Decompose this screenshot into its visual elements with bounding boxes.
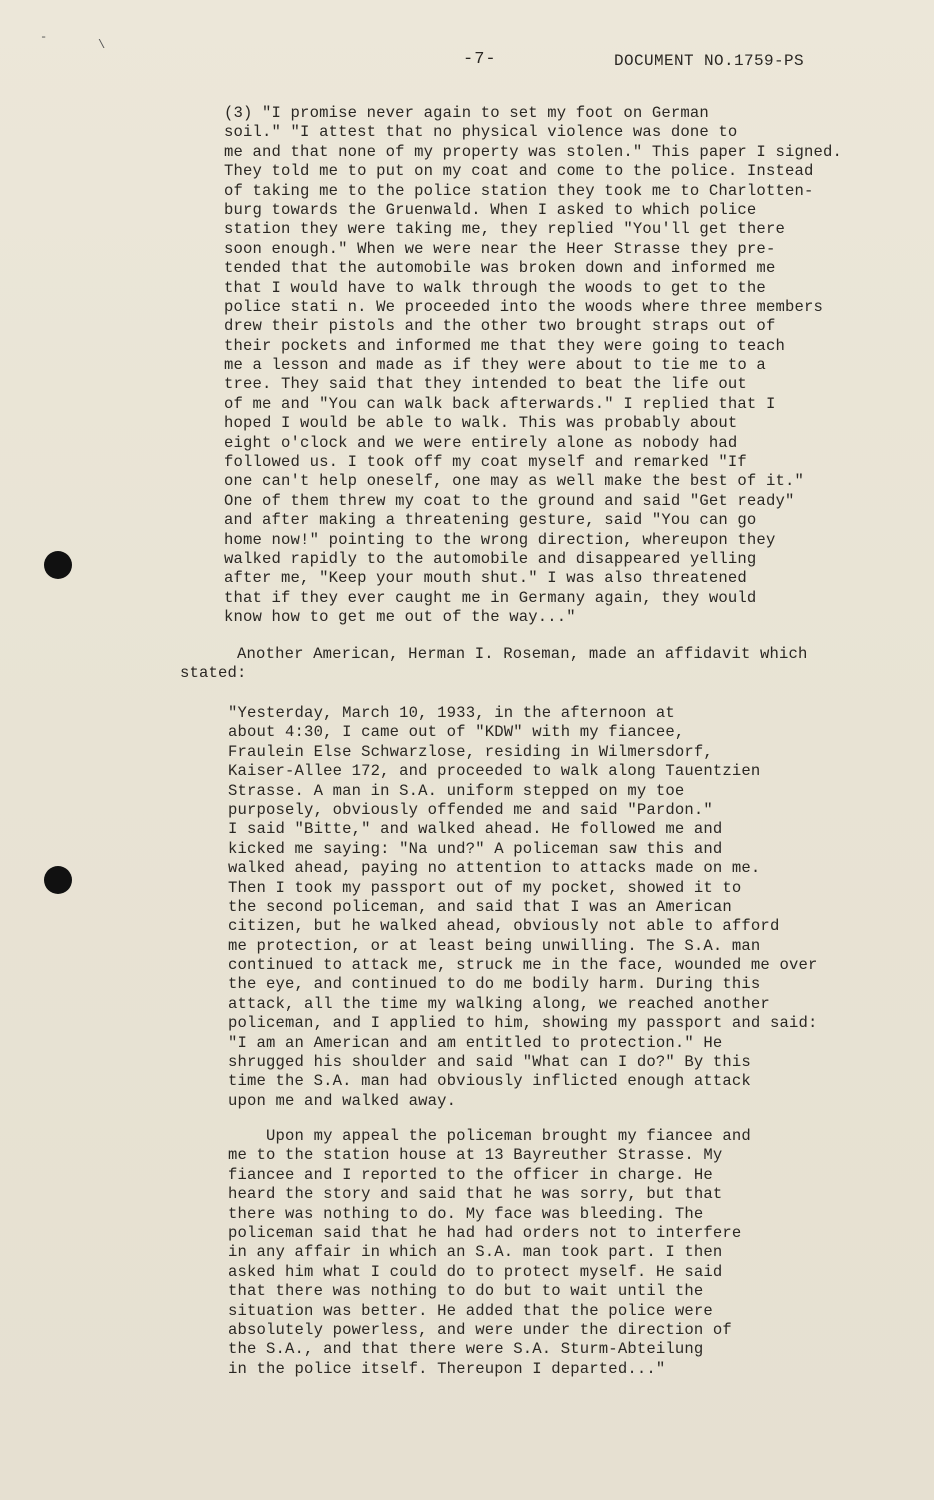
text-line: Fraulein Else Schwarzlose, residing in Wilmersdorf,: [228, 742, 713, 761]
text-line: situation was better. He added that the police were: [228, 1301, 713, 1320]
text-line: Strasse. A man in S.A. uniform stepped on my toe: [228, 781, 685, 800]
text-line: shrugged his shoulder and said "What can I do?" By this: [228, 1053, 751, 1072]
text-line: in the police itself. Thereupon I departed...": [228, 1359, 666, 1378]
text-line: Kaiser-Allee 172, and proceeded to walk along Tauentzien: [228, 762, 761, 781]
text-line: station they were taking me, they replied "You'll get there: [224, 220, 785, 239]
text-line: me to the station house at 13 Bayreuther Strasse. My: [228, 1146, 723, 1165]
text-line: citizen, but he walked ahead, obviously not able to afford: [228, 917, 780, 936]
text-line: followed us. I took off my coat myself and remarked "If: [224, 453, 747, 472]
text-line: that there was nothing to do but to wait until the: [228, 1282, 704, 1301]
text-line: of taking me to the police station they took me to Charlotten-: [224, 181, 814, 200]
document-number: DOCUMENT NO.1759-PS: [614, 52, 805, 70]
text-line: after me, "Keep your mouth shut." I was also threatened: [224, 569, 747, 588]
text-line: Upon my appeal the policeman brought my fiancee and: [228, 1127, 751, 1145]
text-line: policeman, and I applied to him, showing my passport and said:: [228, 1014, 818, 1033]
text-line: upon me and walked away.: [228, 1091, 457, 1110]
text-line: stated:: [180, 664, 247, 683]
text-line: police stati n. We proceeded into the woods where three members: [224, 297, 823, 316]
text-line: the S.A., and that there were S.A. Sturm-Abteilung: [228, 1340, 704, 1359]
text-line: their pockets and informed me that they were going to teach: [224, 336, 785, 355]
page-number: -7-: [463, 50, 497, 69]
text-line: fiancee and I reported to the officer in charge. He: [228, 1165, 713, 1184]
text-line: the second policeman, and said that I was an American: [228, 897, 732, 916]
text-line: tended that the automobile was broken down and informed me: [224, 259, 776, 278]
text-line: in any affair in which an S.A. man took part. I then: [228, 1243, 723, 1262]
text-line: walked rapidly to the automobile and disappeared yelling: [224, 549, 757, 568]
text-line: Then I took my passport out of my pocket, showed it to: [228, 878, 742, 897]
intro-paragraph: [180, 645, 808, 684]
text-line: drew their pistols and the other two brought straps out of: [224, 317, 776, 336]
quote-paragraph-1: [224, 104, 842, 628]
text-line: that if they ever caught me in Germany again, they would: [224, 588, 757, 607]
margin-mark: \: [98, 38, 106, 52]
text-line: home now!" pointing to the wrong direction, whereupon they: [224, 530, 776, 549]
text-line: one can't help oneself, one may as well make the best of it.": [224, 472, 804, 491]
text-line: me and that none of my property was stolen." This paper I signed.: [224, 142, 843, 161]
text-line: the eye, and continued to do me bodily harm. During this: [228, 975, 761, 994]
punch-hole-bottom: [44, 866, 72, 894]
text-line: asked him what I could do to protect myself. He said: [228, 1262, 723, 1281]
quote-paragraph-3: [228, 1127, 751, 1379]
text-line: attack, all the time my walking along, we reached another: [228, 994, 770, 1013]
text-line: kicked me saying: "Na und?" A policeman saw this and: [228, 839, 723, 858]
text-line: know how to get me out of the way...": [224, 608, 576, 627]
text-line: tree. They said that they intended to beat the life out: [224, 375, 747, 394]
text-line: walked ahead, paying no attention to attacks made on me.: [228, 859, 761, 878]
text-line: continued to attack me, struck me in the face, wounded me over: [228, 956, 818, 975]
text-line: me a lesson and made as if they were about to tie me to a: [224, 356, 766, 375]
text-line: that I would have to walk through the woods to get to the: [224, 278, 766, 297]
text-line: soon enough." When we were near the Heer Strasse they pre-: [224, 239, 776, 258]
text-line: Another American, Herman I. Roseman, made an affidavit which: [180, 645, 808, 663]
punch-hole-top: [44, 551, 72, 579]
text-line: purposely, obviously offended me and said "Pardon.": [228, 800, 713, 819]
text-line: I said "Bitte," and walked ahead. He followed me and: [228, 820, 723, 839]
text-line: hoped I would be able to walk. This was probably about: [224, 414, 738, 433]
text-line: and after making a threatening gesture, said "You can go: [224, 511, 757, 530]
text-line: One of them threw my coat to the ground and said "Get ready": [224, 491, 795, 510]
quote-paragraph-2: [228, 704, 817, 1111]
text-line: (3) "I promise never again to set my foot on German: [224, 104, 709, 122]
text-line: "I am an American and am entitled to protection." He: [228, 1033, 723, 1052]
text-line: They told me to put on my coat and come to the police. Instead: [224, 162, 814, 181]
text-line: policeman said that he had had orders not to interfere: [228, 1223, 742, 1242]
text-line: about 4:30, I came out of "KDW" with my fiancee,: [228, 723, 685, 742]
text-line: time the S.A. man had obviously inflicted enough attack: [228, 1072, 751, 1091]
text-line: soil." "I attest that no physical violence was done to: [224, 123, 738, 142]
text-line: burg towards the Gruenwald. When I asked to which police: [224, 200, 757, 219]
text-line: heard the story and said that he was sorry, but that: [228, 1185, 723, 1204]
margin-mark: -: [40, 30, 48, 44]
text-line: absolutely powerless, and were under the direction of: [228, 1320, 732, 1339]
text-line: "Yesterday, March 10, 1933, in the afternoon at: [228, 704, 675, 722]
text-line: eight o'clock and we were entirely alone as nobody had: [224, 433, 738, 452]
text-line: there was nothing to do. My face was bleeding. The: [228, 1204, 704, 1223]
text-line: me protection, or at least being unwilling. The S.A. man: [228, 936, 761, 955]
text-line: of me and "You can walk back afterwards." I replied that I: [224, 394, 776, 413]
